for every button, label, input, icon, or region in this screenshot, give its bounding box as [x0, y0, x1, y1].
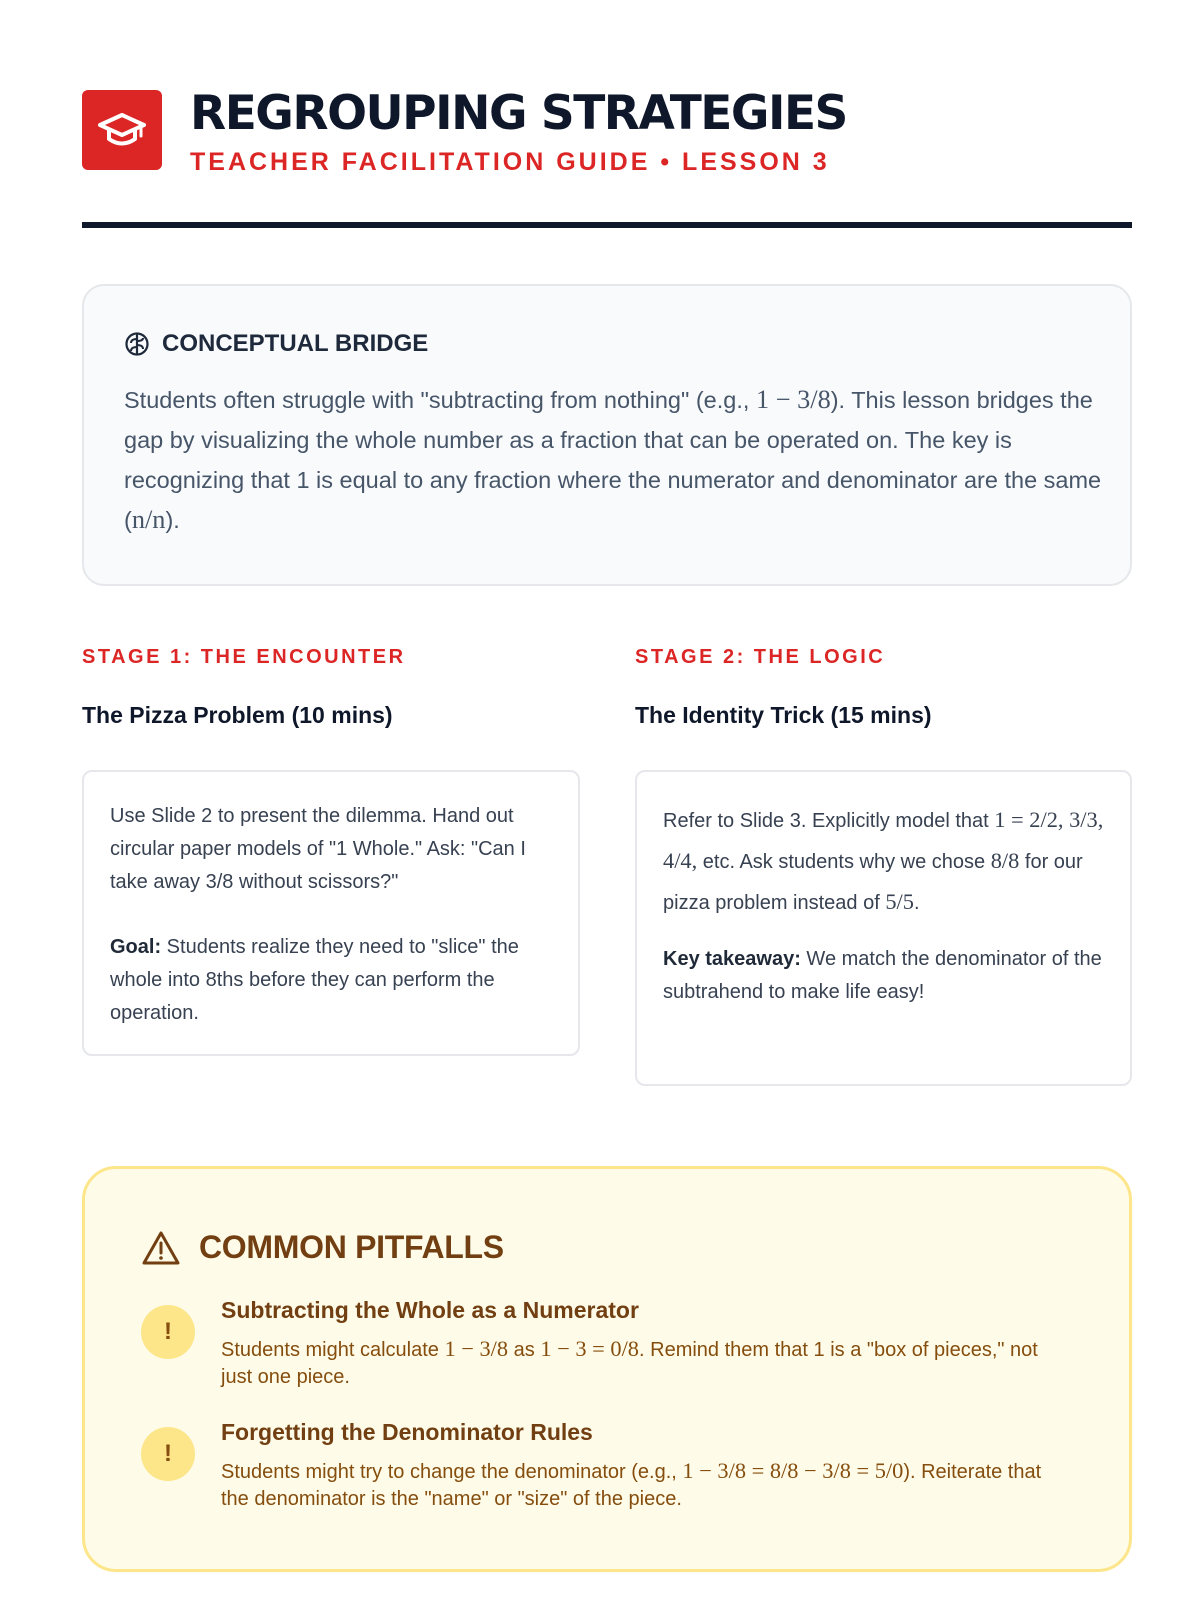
conceptual-bridge-header	[124, 330, 428, 358]
logo-badge	[82, 90, 162, 170]
bridge-text-part: Students often struggle with "subtracting from nothing" (e.g.,	[124, 387, 756, 413]
brain-icon	[124, 331, 150, 357]
conceptual-bridge-card	[82, 284, 1132, 586]
stage-1-card	[82, 770, 580, 1056]
graduation-cap-icon	[97, 110, 147, 150]
pitfall-text-part: . Remind them that 1 is a "box of pieces," not just one piece.	[221, 1339, 1038, 1388]
stage-2-text-part: .	[913, 892, 920, 914]
bridge-math-expression: n/n	[131, 505, 166, 534]
stage-1-goal	[110, 931, 552, 1030]
conceptual-bridge-text	[124, 380, 1104, 540]
pitfall-description	[221, 1335, 1061, 1391]
stage-2-card	[635, 770, 1132, 1086]
bridge-text-part: ).	[165, 507, 180, 533]
stage-1-goal-label: Goal:	[110, 936, 162, 958]
pitfall-title: Subtracting the Whole as a Numerator	[221, 1297, 639, 1323]
common-pitfalls-header	[141, 1229, 504, 1266]
header-divider	[82, 222, 1132, 228]
exclamation-icon: !	[141, 1427, 195, 1481]
stage-2-math-expression: 1 = 2/2, 3/3, 4/4,	[663, 807, 1104, 873]
stage-2-math-expression: 8/8	[990, 848, 1020, 873]
pitfall-title: Forgetting the Denominator Rules	[221, 1419, 593, 1445]
stage-2-text-part: etc. Ask students why we chose	[697, 851, 991, 873]
pitfall-text-part: ). Reiterate that the denominator is the "name" or "size" of the piece.	[221, 1461, 1042, 1510]
stage-2-body	[663, 800, 1104, 923]
common-pitfalls-title: COMMON PITFALLS	[199, 1229, 504, 1265]
stage-1-title: The Pizza Problem (10 mins)	[82, 702, 393, 728]
stage-2-takeaway-label: Key takeaway:	[663, 948, 801, 970]
page-header	[82, 86, 1132, 230]
pitfall-math-expression: 1 − 3/8 = 8/8 − 3/8 = 5/0	[682, 1458, 904, 1483]
page-subtitle: TEACHER FACILITATION GUIDE • LESSON 3	[190, 148, 830, 176]
stage-2-takeaway-text: We match the denominator of the subtrahend to make life easy!	[663, 948, 1102, 1003]
pitfall-text-part: as	[508, 1339, 541, 1361]
common-pitfalls-card	[82, 1166, 1132, 1572]
page-title: REGROUPING STRATEGIES	[190, 86, 847, 141]
pitfall-text-part: Students might calculate	[221, 1339, 445, 1361]
pitfall-description	[221, 1457, 1061, 1513]
stage-2-math-expression: 5/5	[885, 889, 914, 914]
warning-icon	[141, 1230, 181, 1266]
stage-1-label: STAGE 1: THE ENCOUNTER	[82, 646, 406, 668]
stage-2-title: The Identity Trick (15 mins)	[635, 702, 932, 728]
exclamation-icon: !	[141, 1305, 195, 1359]
pitfall-math-expression: 1 − 3/8	[444, 1336, 509, 1361]
stage-2-takeaway	[663, 943, 1104, 1009]
conceptual-bridge-title: CONCEPTUAL BRIDGE	[162, 330, 429, 357]
bridge-math-expression: 1 − 3/8	[755, 385, 831, 414]
stage-1-body: Use Slide 2 to present the dilemma. Hand out circular paper models of "1 Whole." Ask: "Can I take away 3/8 without scissors?"	[110, 805, 526, 893]
pitfall-math-expression: 1 − 3 = 0/8	[540, 1336, 640, 1361]
stage-2-label: STAGE 2: THE LOGIC	[635, 646, 886, 668]
stage-1-goal-text: Students realize they need to "slice" the whole into 8ths before they can perform the operation.	[110, 936, 519, 1024]
pitfall-text-part: Students might try to change the denominator (e.g.,	[221, 1461, 683, 1483]
bridge-text-part: ). This lesson bridges the gap by visualizing the whole number as a fraction that can be operated on. The key is recognizing that 1 is equal to any fraction where the numerator and denominator are the same (	[124, 387, 1102, 533]
stage-2-text-part: for our pizza problem instead of	[663, 851, 1083, 914]
stage-2-text-part: Refer to Slide 3. Explicitly model that	[663, 810, 995, 832]
